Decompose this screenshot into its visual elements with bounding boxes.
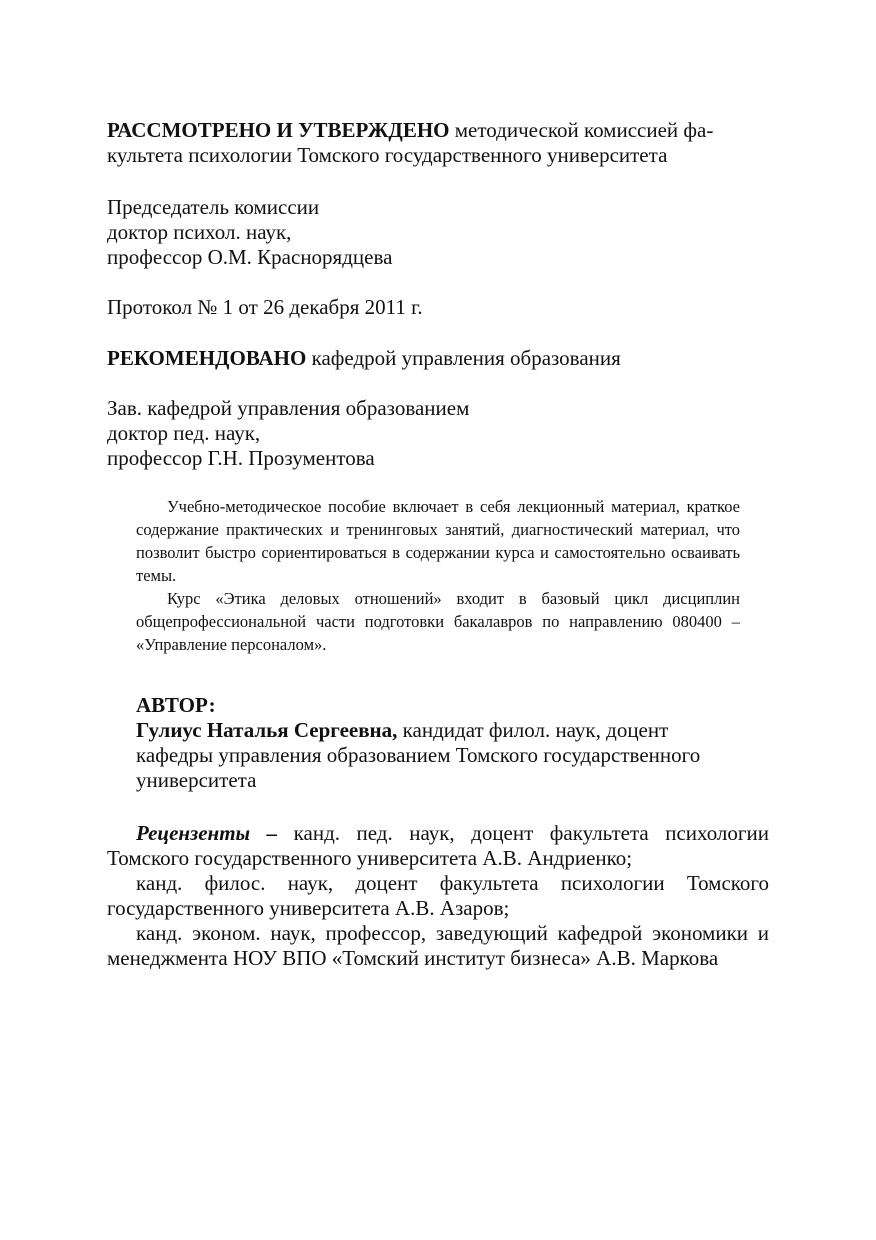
annotation-block (136, 495, 740, 656)
reviewers-block (107, 821, 769, 971)
author-name: Гулиус Наталья Сергеевна, (136, 718, 398, 742)
approval-block (107, 118, 769, 168)
annotation-paragraph-2: Курс «Этика деловых отношений» входит в базовый цикл дисциплин общепрофессиональной части подготовки бакалавров по направлению 080400 – «Управление персоналом». (136, 589, 740, 654)
recommended-text: кафедрой управления образования (311, 346, 621, 370)
reviewer-3: канд. эконом. наук, профессор, заведующий кафедрой экономики и менеджмента НОУ ВПО «Томский институт бизнеса» А.В. Маркова (107, 921, 769, 970)
recommended-heading: РЕКОМЕНДОВАНО (107, 346, 307, 370)
reviewer-1-text: канд. пед. наук, доцент факультета психологии Томского государственного университета А.В. Андриенко; (107, 821, 769, 870)
chair-degree: доктор психол. наук, (107, 220, 292, 244)
chair-title: Председатель комиссии (107, 195, 320, 219)
author-line-3: университета (136, 768, 257, 792)
approval-text: методической комиссией фа- (454, 118, 714, 142)
protocol-line (107, 295, 769, 320)
recommended-line (107, 346, 769, 371)
department-head-block (107, 396, 769, 471)
author-line-1 (136, 718, 776, 743)
author-heading: АВТОР: (136, 693, 216, 717)
protocol-text: Протокол № 1 от 26 декабря 2011 г. (107, 295, 423, 319)
approval-line-1 (107, 118, 769, 143)
approval-line-2: культета психологии Томского государственного университета (107, 143, 668, 167)
chair-name: профессор О.М. Краснорядцева (107, 245, 393, 269)
author-block (136, 693, 776, 793)
author-line-2: кафедры управления образованием Томского государственного (136, 743, 701, 767)
reviewer-1 (107, 821, 769, 871)
annotation-paragraph-1: Учебно-методическое пособие включает в себя лекционный материал, краткое содержание практических и тренинговых занятий, диагностический материал, что позволит быстро сориентироваться в содержании курса и самостоятельно осваивать темы. (136, 497, 740, 585)
reviewers-label: Рецензенты – (136, 821, 278, 845)
head-name: профессор Г.Н. Прозументова (107, 446, 375, 470)
reviewer-2: канд. филос. наук, доцент факультета психологии Томского государственного университета А.В. Азаров; (107, 871, 769, 920)
recommended-block (107, 346, 769, 371)
approval-heading: РАССМОТРЕНО И УТВЕРЖДЕНО (107, 118, 450, 142)
commission-chair-block (107, 195, 769, 270)
head-title: Зав. кафедрой управления образованием (107, 396, 470, 420)
head-degree: доктор пед. наук, (107, 421, 261, 445)
author-degree: кандидат филол. наук, доцент (402, 718, 669, 742)
